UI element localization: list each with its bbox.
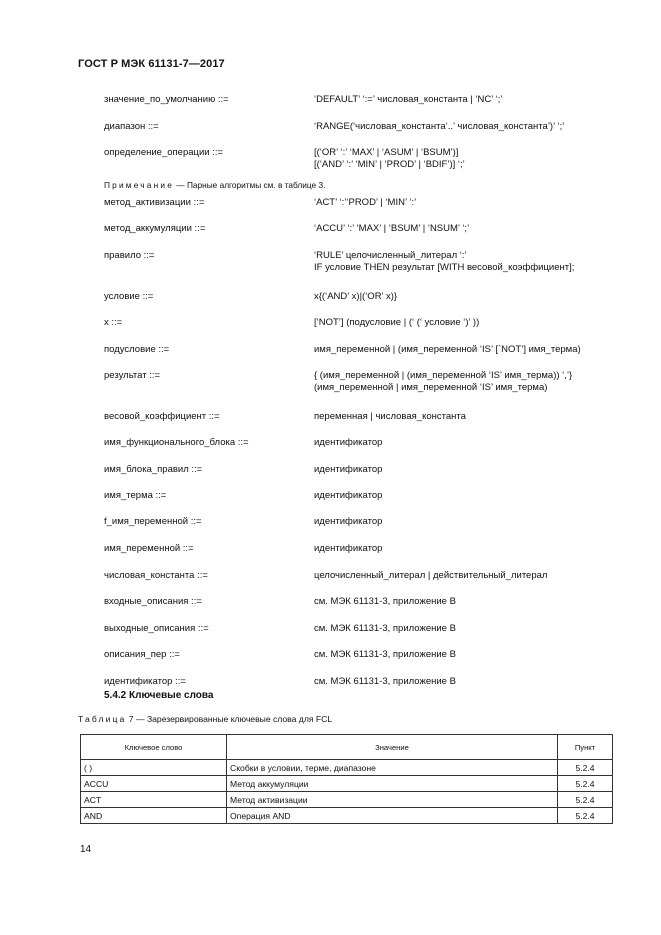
table-row — [81, 808, 613, 824]
rule-name: подусловие ::= — [104, 344, 170, 355]
table-row — [81, 792, 613, 808]
clause-cell: 5.2.4 — [558, 760, 613, 776]
rule-name: значение_по_умолчанию ::= — [104, 94, 229, 105]
rule-definition: идентификатор — [314, 516, 383, 527]
table-row — [81, 760, 613, 776]
rule-definition: целочисленный_литерал | действительный_литерал — [314, 570, 548, 581]
table-caption-label: Таблица — [78, 714, 127, 724]
rule-name: выходные_описания ::= — [104, 623, 209, 634]
clause-cell: 5.2.4 — [558, 808, 613, 824]
rule-definition: ‘ACT’ ‘:’‘PROD’ | ‘MIN’ ‘:’ — [314, 197, 417, 208]
rule-definition: идентификатор — [314, 464, 383, 475]
rule-name: правило ::= — [104, 250, 155, 261]
rule-name: метод_активизации ::= — [104, 197, 205, 208]
column-header-meaning: Значение — [227, 735, 558, 760]
rule-definition: ‘DEFAULT’ ‘:=’ числовая_константа | ‘NC’ ‘;’ — [314, 94, 503, 105]
page-number: 14 — [80, 844, 92, 855]
rule-definition: см. МЭК 61131-3, приложение B — [314, 649, 456, 660]
column-header-clause: Пункт — [558, 735, 613, 760]
rule-name: описания_пер ::= — [104, 649, 180, 660]
table-header-row — [81, 735, 613, 760]
meaning-cell: Метод активизации — [227, 792, 558, 808]
rule-definition: [(‘OR’ ‘:’ ‘MAX’ | ‘ASUM’ | ‘BSUM’)] — [314, 147, 459, 158]
rule-name: имя_переменной ::= — [104, 543, 194, 554]
rule-name: имя_терма ::= — [104, 490, 167, 501]
keywords-table — [80, 734, 613, 824]
document-header: ГОСТ Р МЭК 61131-7—2017 — [78, 58, 225, 70]
keyword-cell: ( ) — [81, 760, 227, 776]
rule-definition: идентификатор — [314, 437, 383, 448]
rule-name: весовой_коэффициент ::= — [104, 411, 220, 422]
rule-name: входные_описания ::= — [104, 596, 202, 607]
rule-name: f_имя_переменной ::= — [104, 516, 202, 527]
rule-definition: переменная | числовая_константа — [314, 411, 466, 422]
table-caption — [78, 714, 332, 724]
rule-name: имя_функционального_блока ::= — [104, 437, 249, 448]
rule-definition: ‘RANGE(‘числовая_константа‘..’ числовая_константа’)’ ‘;’ — [314, 121, 565, 132]
clause-cell: 5.2.4 — [558, 776, 613, 792]
keyword-cell: ACCU — [81, 776, 227, 792]
note-label: Примечание — [104, 180, 175, 190]
rule-definition: ‘ACCU’ ‘:’ ‘MAX’ | ‘BSUM’ | ‘NSUM’ ‘;’ — [314, 223, 470, 234]
meaning-cell: Операция AND — [227, 808, 558, 824]
rule-name: диапазон ::= — [104, 121, 159, 132]
keyword-cell: ACT — [81, 792, 227, 808]
rule-definition: { (имя_переменной | (имя_переменной ‘IS’ имя_терма)) ‘,’} — [314, 370, 573, 381]
rule-definition: (имя_переменной | имя_переменной ‘IS’ имя_терма) — [314, 382, 548, 393]
note-text: — Парные алгоритмы см. в таблице 3. — [174, 180, 326, 190]
meaning-cell: Скобки в условии, терме, диапазоне — [227, 760, 558, 776]
clause-cell: 5.2.4 — [558, 792, 613, 808]
rule-definition: идентификатор — [314, 543, 383, 554]
keyword-cell: AND — [81, 808, 227, 824]
rule-definition: x{(‘AND’ x)|(‘OR’ x)} — [314, 291, 398, 302]
rule-name: числовая_константа ::= — [104, 570, 208, 581]
rule-definition: [‘NOT’] (подусловие | (‘ (‘ условие ‘)’ )) — [314, 317, 480, 328]
rule-definition: см. МЭК 61131-3, приложение B — [314, 623, 456, 634]
rule-name: результат ::= — [104, 370, 161, 381]
rule-name: имя_блока_правил ::= — [104, 464, 203, 475]
rule-definition: см. МЭК 61131-3, приложение B — [314, 596, 456, 607]
rule-name: идентификатор ::= — [104, 676, 186, 687]
rule-name: условие ::= — [104, 291, 154, 302]
rule-name: x ::= — [104, 317, 123, 328]
rule-definition: [(‘AND’ ‘:’ ‘MIN’ | ‘PROD’ | ‘BDIF’)] ‘;’ — [314, 159, 465, 170]
rule-definition: IF условие THEN результат [WITH весовой_коэффициент]; — [314, 262, 575, 273]
column-header-keyword: Ключевое слово — [81, 735, 227, 760]
rule-definition: см. МЭК 61131-3, приложение B — [314, 676, 456, 687]
rule-definition: имя_переменной | (имя_переменной ‘IS’ [`NOT’] имя_терма) — [314, 344, 581, 355]
meaning-cell: Метод аккумуляции — [227, 776, 558, 792]
table-caption-text: 7 — Зарезервированные ключевые слова для FCL — [126, 714, 333, 724]
rule-name: определение_операции ::= — [104, 147, 224, 158]
table-row — [81, 776, 613, 792]
rule-definition: идентификатор — [314, 490, 383, 501]
section-heading: 5.4.2 Ключевые слова — [104, 690, 214, 701]
rule-name: метод_аккумуляции ::= — [104, 223, 206, 234]
rule-definition: ‘RULE’ целочисленный_литерал ‘:’ — [314, 250, 467, 261]
note — [104, 180, 325, 190]
